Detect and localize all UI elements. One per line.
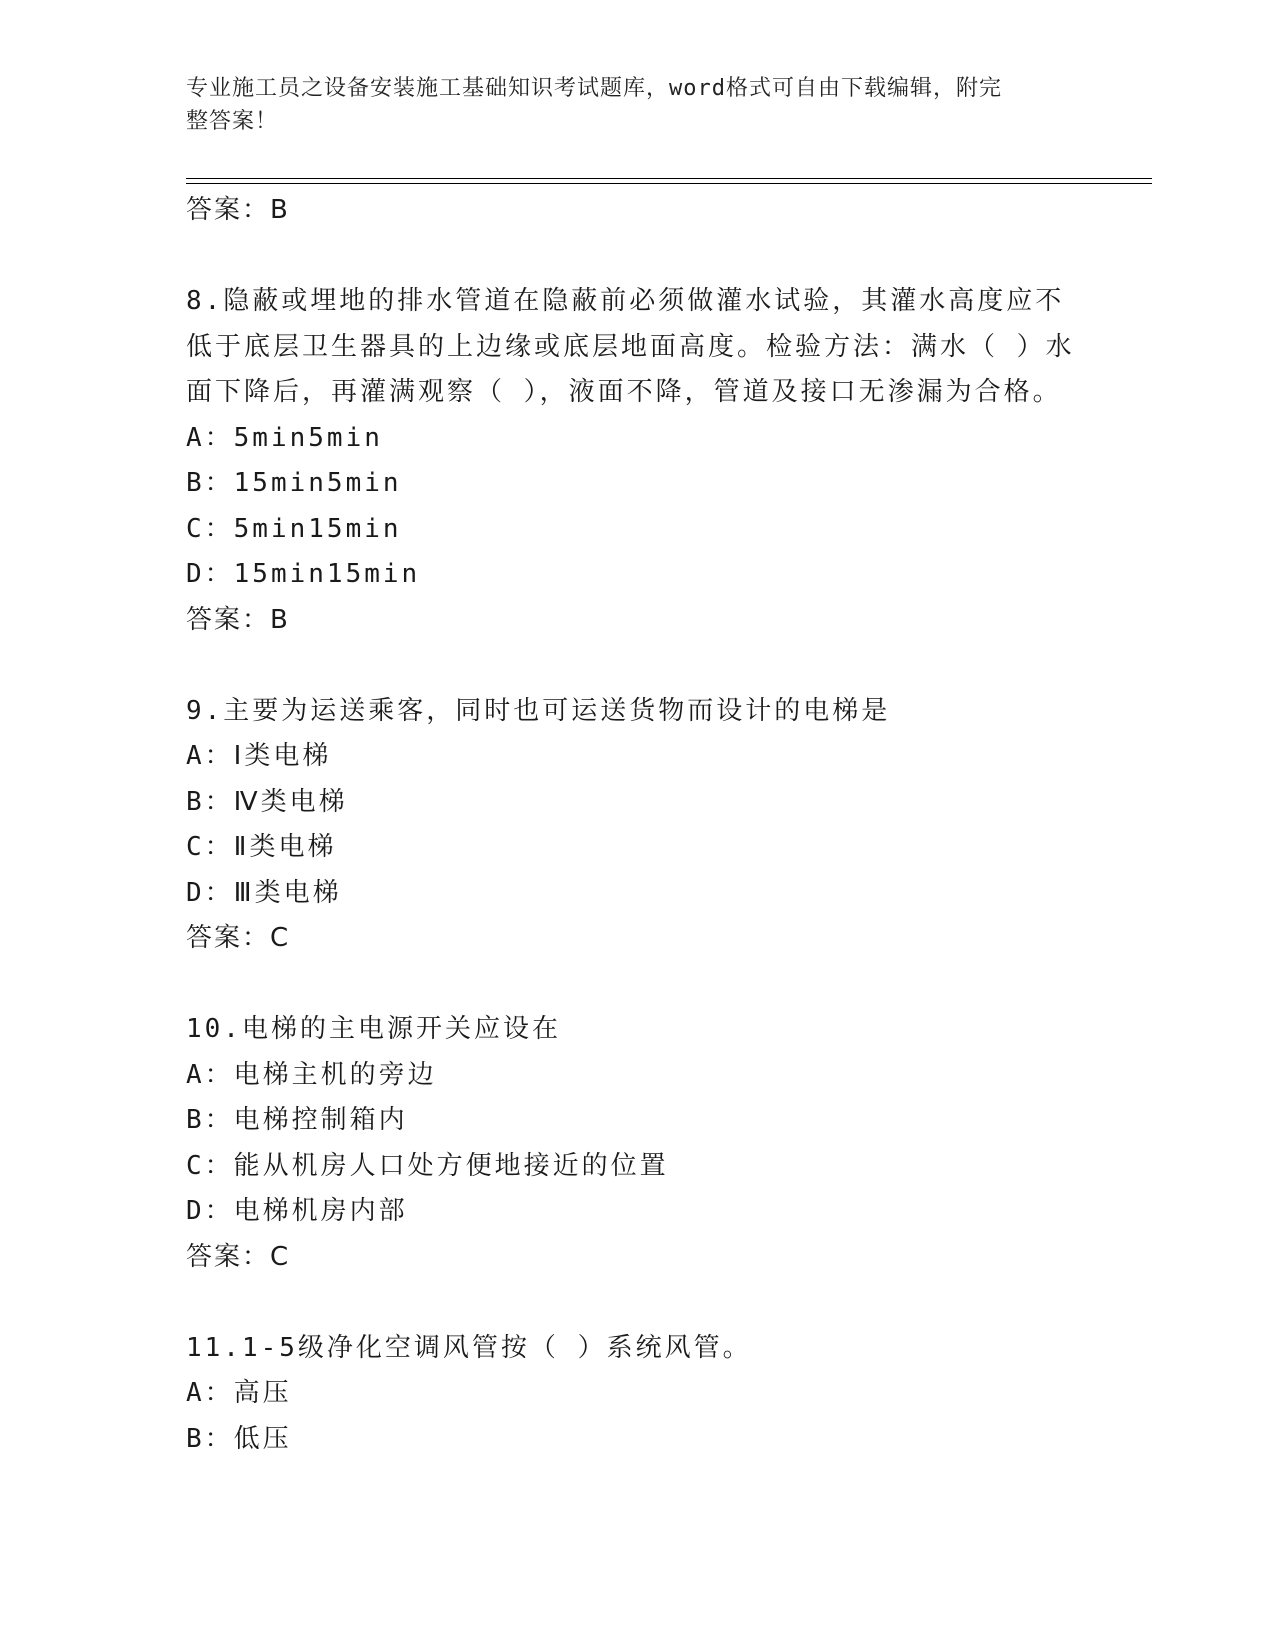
- header-line-2: 整答案！: [186, 109, 279, 134]
- option-c: C：Ⅱ类电梯: [186, 832, 337, 862]
- question-list: [186, 188, 1086, 1462]
- answer-line: 答案：B: [186, 195, 290, 225]
- question-block: [186, 689, 1086, 962]
- option-d: D：Ⅲ类电梯: [186, 877, 342, 908]
- answer-line: 答案：C: [186, 923, 291, 953]
- question-block: [186, 279, 1086, 643]
- option-b: B：低压: [186, 1423, 292, 1454]
- option-c: C：能从机房人口处方便地接近的位置: [186, 1150, 669, 1181]
- answer-line: 答案：C: [186, 1241, 291, 1272]
- question-text: 10.电梯的主电源开关应设在: [186, 1014, 561, 1044]
- spacer: [186, 1280, 1086, 1326]
- header-line-1: 专业施工员之设备安装施工基础知识考试题库，word格式可自由下载编辑，附完: [186, 76, 1002, 101]
- answer-line: 答案：B: [186, 604, 290, 635]
- option-b: B：Ⅳ类电梯: [186, 786, 348, 817]
- option-a: A：Ⅰ类电梯: [186, 741, 332, 771]
- option-a: A：电梯主机的旁边: [186, 1059, 437, 1090]
- spacer: [186, 643, 1086, 689]
- question-block: [186, 1007, 1086, 1280]
- option-d: D：电梯机房内部: [186, 1196, 408, 1226]
- option-a: A：5min5min: [186, 422, 383, 453]
- spacer: [186, 234, 1086, 280]
- question-text: 8.隐蔽或埋地的排水管道在隐蔽前必须做灌水试验，其灌水高度应不: [186, 286, 1065, 316]
- option-b: B：15min5min: [186, 468, 402, 498]
- question-text: 9.主要为运送乘客，同时也可运送货物而设计的电梯是: [186, 695, 891, 726]
- option-c: C：5min15min: [186, 513, 402, 544]
- option-b: B：电梯控制箱内: [186, 1105, 408, 1135]
- question-block: [186, 1326, 1086, 1463]
- spacer: [186, 962, 1086, 1008]
- question-text: 低于底层卫生器具的上边缘或底层地面高度。检验方法：满水（ ）水: [186, 331, 1075, 362]
- document-header: [186, 72, 1066, 138]
- question-text: 面下降后，再灌满观察（ ），液面不降，管道及接口无渗漏为合格。: [186, 377, 1062, 407]
- header-divider-top: [186, 178, 1152, 179]
- option-a: A：高压: [186, 1378, 292, 1408]
- question-text: 11.1-5级净化空调风管按（ ）系统风管。: [186, 1332, 752, 1363]
- header-divider-bottom: [186, 183, 1152, 184]
- option-d: D：15min15min: [186, 559, 421, 589]
